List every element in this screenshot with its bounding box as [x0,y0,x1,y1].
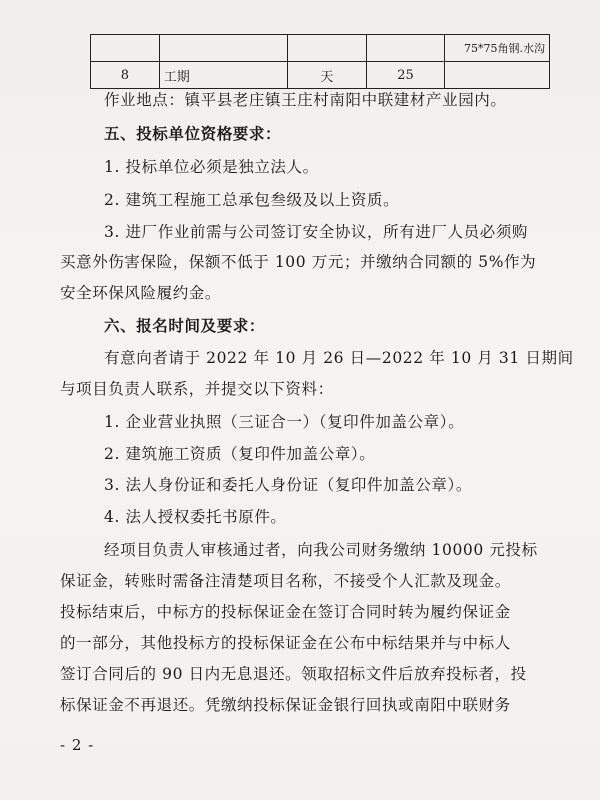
deposit-line-6: 标保证金不再退还。凭缴纳投标保证金银行回执或南阳中联财务 [60,696,511,714]
requirement-3-line-2: 买意外伤害保险，保额不低于 100 万元；并缴纳合同额的 5%作为 [60,253,537,271]
deposit-line-3: 投标结束后，中标方的投标保证金在签订合同时转为履约保证金 [60,603,511,621]
table-cell-unit: 天 [288,62,367,89]
document-item-2: 2. 建筑施工资质（复印件加盖公章）。 [104,445,376,463]
document-item-1: 1. 企业营业执照（三证合一）（复印件加盖公章）。 [104,413,465,431]
work-location: 作业地点：镇平县老庄镇王庄村南阳中联建材产业园内。 [104,91,507,109]
signup-line-2: 与项目负责人联系，并提交以下资料： [60,380,334,398]
table-cell-no: 8 [91,62,160,89]
page-number: - 2 - [60,736,95,754]
deposit-line-4: 的一部分，其他投标方的投标保证金在公布中标结果并与中标人 [60,634,511,652]
table-cell-item: 工期 [159,62,287,89]
table-row [91,35,550,62]
deposit-line-1: 经项目负责人审核通过者，向我公司财务缴纳 10000 元投标 [104,541,538,559]
document-item-4: 4. 法人授权委托书原件。 [104,508,287,526]
section-5-title: 五、投标单位资格要求： [104,124,282,143]
work-items-table [90,34,550,89]
table-cell-qty: 25 [366,62,445,89]
deposit-line-5: 签订合同后的 90 日内无息退还。领取招标文件后放弃投标者，投 [60,665,527,683]
section-6-title: 六、报名时间及要求： [104,316,266,335]
table-cell-no [91,35,160,62]
requirement-2: 2. 建筑工程施工总承包叁级及以上资质。 [104,191,400,209]
requirement-3-line-1: 3. 进厂作业前需与公司签订安全协议，所有进厂人员必须购 [104,223,529,241]
table-cell-note [445,62,550,89]
deposit-line-2: 保证金，转账时需备注清楚项目名称，不接受个人汇款及现金。 [60,572,511,590]
table-cell-unit [288,35,367,62]
table-cell-item [159,35,287,62]
document-item-3: 3. 法人身份证和委托人身份证（复印件加盖公章）。 [104,476,472,494]
table-cell-note: 75*75角钢.水沟 [445,35,550,62]
table-row [91,62,550,89]
requirement-3-line-3: 安全环保风险履约金。 [60,284,222,302]
table-cell-qty [366,35,445,62]
signup-line-1: 有意向者请于 2022 年 10 月 26 日—2022 年 10 月 31 日期间 [104,349,574,367]
requirement-1: 1. 投标单位必须是独立法人。 [104,158,319,176]
